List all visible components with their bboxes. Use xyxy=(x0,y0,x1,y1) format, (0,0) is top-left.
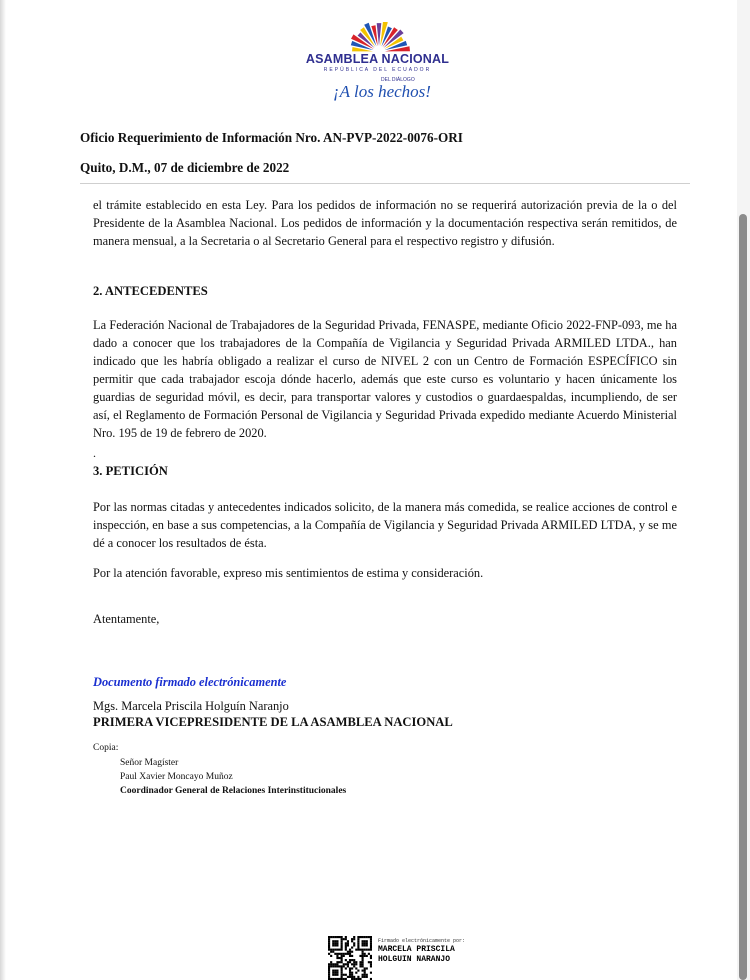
paragraph-peticion: Por las normas citadas y antecedentes indicados solicito, de la manera más comedida, se realice acciones de control e inspección, en base a sus competencias, a la Compañía de Vigilancia y Seguridad Privada ARMILED LTDA, y se me dé a conocer los resultados de ésta. xyxy=(93,500,677,550)
paragraph-continuation: el trámite establecido en esta Ley. Para los pedidos de información no se requerirá autorización previa de la o del Presidente de la Asamblea Nacional. Los pedidos de información y la documentación respectiva serán remitidos, de manera mensual, a la Secretaria o al Secretario General para el respectivo registro y difusión. xyxy=(93,198,677,248)
page-edge-shadow xyxy=(0,0,6,980)
qr-code-icon xyxy=(328,936,372,980)
closing-salutation: Atentamente, xyxy=(93,612,160,626)
asamblea-nacional-logo xyxy=(305,22,450,104)
logo-slogan: ¡A los hechos! xyxy=(333,82,431,101)
logo-name: ASAMBLEA NACIONAL xyxy=(305,52,450,66)
header-divider xyxy=(80,183,690,184)
stamp-name-line-2: HOLGUIN NARANJO xyxy=(378,955,451,964)
electronic-signature-note: Documento firmado electrónicamente xyxy=(93,675,287,689)
signer-name: Mgs. Marcela Priscila Holguín Naranjo xyxy=(93,699,289,713)
stamp-caption: Firmado electrónicamente por: xyxy=(378,938,466,944)
logo-tagline: DEL DIÁLOGO xyxy=(381,77,415,83)
paragraph-antecedentes: La Federación Nacional de Trabajadores de la Seguridad Privada, FENASPE, mediante Oficio 2022-FNP-093, me ha dado a conocer que los trabajadores de la Compañía de Vigilancia y Seguridad Privada ARMILED LTDA., han indicado que les habría obligado a realizar el curso de NIVEL 2 con un Centro de Formación ESPECÍFICO sin permitir que cada trabajador escoja dónde hacerlo, además que este curso es voluntario y hacen únicamente los guardias de seguridad móvil, es decir, para transportar valores y custodios o guardaespaldas, incumpliendo, de ser así, el Reglamento de Formación Personal de Vigilancia y Seguridad Privada expedido mediante Acuerdo Ministerial Nro. 195 de 19 de febrero de 2020. xyxy=(93,318,677,440)
scrollbar-thumb[interactable] xyxy=(739,214,747,980)
section-heading-peticion: 3. PETICIÓN xyxy=(93,464,168,478)
electronic-signature-stamp xyxy=(378,938,465,965)
copy-recipient-name: Paul Xavier Moncayo Muñoz xyxy=(120,772,233,782)
copy-label: Copia: xyxy=(93,743,119,753)
place-date: Quito, D.M., 07 de diciembre de 2022 xyxy=(80,160,290,175)
stamp-name-line-1: MARCELA PRISCILA xyxy=(378,945,455,954)
paragraph-closing: Por la atención favorable, expreso mis sentimientos de estima y consideración. xyxy=(93,566,484,580)
copy-honorific: Señor Magíster xyxy=(120,758,179,768)
section-heading-antecedentes: 2. ANTECEDENTES xyxy=(93,284,208,298)
stray-mark: . xyxy=(93,446,96,460)
signer-title: PRIMERA VICEPRESIDENTE DE LA ASAMBLEA NACIONAL xyxy=(93,715,453,729)
sunburst-emblem-icon xyxy=(339,22,419,52)
logo-subtitle: REPÚBLICA DEL ECUADOR xyxy=(323,67,432,73)
copy-recipient-role: Coordinador General de Relaciones Interinstitucionales xyxy=(120,786,347,796)
document-title: Oficio Requerimiento de Información Nro. AN-PVP-2022-0076-ORI xyxy=(80,130,463,145)
